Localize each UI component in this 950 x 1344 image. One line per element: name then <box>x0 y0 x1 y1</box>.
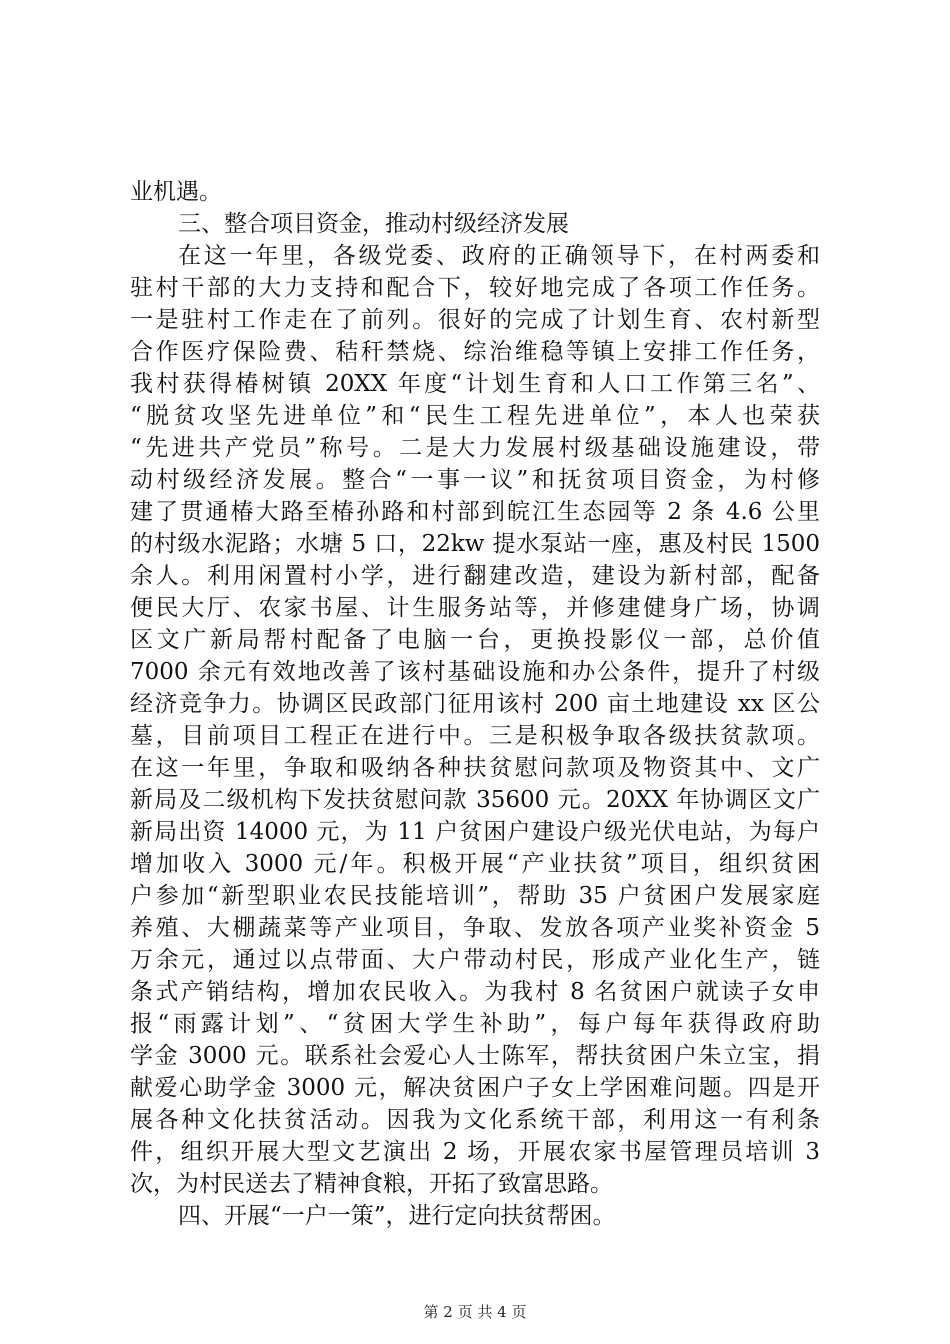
text-line: 动村级经济发展。整合“一事一议”和抚贫项目资金，为村修 <box>130 467 820 493</box>
page-number-footer: 第 2 页 共 4 页 <box>423 1303 527 1321</box>
text-line: 新局及二级机构下发扶贫慰问款 35600 元。20XX 年协调区文广 <box>130 787 820 813</box>
text-line: 墓，目前项目工程正在进行中。三是积极争取各级扶贫款项。 <box>130 723 820 749</box>
text-line: 条式产销结构，增加农民收入。为我村 8 名贫困户就读子女申 <box>130 979 820 1005</box>
text-line: 业机遇。 <box>130 179 222 205</box>
text-line: 建了贯通椿大路至椿孙路和村部到皖江生态园等 2 条 4.6 公里 <box>130 499 820 525</box>
text-line: 在这一年里，争取和吸纳各种扶贫慰问款项及物资其中、文广 <box>130 755 820 781</box>
text-line: 驻村干部的大力支持和配合下，较好地完成了各项工作任务。 <box>130 275 820 301</box>
text-line: 万余元，通过以点带面、大户带动村民，形成产业化生产，链 <box>130 947 820 973</box>
text-line: 增加收入 3000 元/年。积极开展“产业扶贫”项目，组织贫困 <box>130 851 820 877</box>
text-line: 户参加“新型职业农民技能培训”，帮助 35 户贫困户发展家庭 <box>130 883 820 909</box>
text-line: 新局出资 14000 元，为 11 户贫困户建设户级光伏电站，为每户 <box>130 819 820 845</box>
text-line: 献爱心助学金 3000 元，解决贫困户子女上学困难问题。四是开 <box>130 1075 820 1101</box>
text-line: 一是驻村工作走在了前列。很好的完成了计划生育、农村新型 <box>130 307 820 333</box>
text-line: 次，为村民送去了精神食粮，开拓了致富思路。 <box>130 1171 613 1197</box>
text-line: 件，组织开展大型文艺演出 2 场，开展农家书屋管理员培训 3 <box>130 1139 820 1165</box>
text-line: 余人。利用闲置村小学，进行翻建改造，建设为新村部，配备 <box>130 563 820 589</box>
text-line: “先进共产党员”称号。二是大力发展村级基础设施建设，带 <box>130 435 820 461</box>
text-line: 在这一年里，各级党委、政府的正确领导下，在村两委和 <box>178 243 820 269</box>
text-line: 学金 3000 元。联系社会爱心人士陈军，帮扶贫困户朱立宝，捐 <box>130 1043 820 1069</box>
text-line: 合作医疗保险费、秸秆禁烧、综治维稳等镇上安排工作任务， <box>130 339 820 365</box>
text-line: 7000 余元有效地改善了该村基础设施和办公条件，提升了村级 <box>130 659 820 685</box>
text-line: 展各种文化扶贫活动。因我为文化系统干部，利用这一有利条 <box>130 1107 820 1133</box>
text-line: 养殖、大棚蔬菜等产业项目，争取、发放各项产业奖补资金 5 <box>130 915 820 941</box>
text-line: 报“雨露计划”、“贫困大学生补助”，每户每年获得政府助 <box>130 1011 820 1037</box>
text-line: 我村获得椿树镇 20XX 年度“计划生育和人口工作第三名”、 <box>130 371 820 397</box>
text-line: 便民大厅、农家书屋、计生服务站等，并修建健身广场，协调 <box>130 595 820 621</box>
text-line: 区文广新局帮村配备了电脑一台，更换投影仪一部，总价值 <box>130 627 820 653</box>
section-heading: 三、整合项目资金，推动村级经济发展 <box>178 211 569 237</box>
section-heading: 四、开展“一户一策”，进行定向扶贫帮困。 <box>178 1203 616 1229</box>
text-line: 的村级水泥路；水塘 5 口，22kw 提水泵站一座，惠及村民 1500 <box>130 531 820 557</box>
text-line: 经济竞争力。协调区民政部门征用该村 200 亩土地建设 xx 区公 <box>130 691 820 717</box>
text-line: “脱贫攻坚先进单位”和“民生工程先进单位”，本人也荣获 <box>130 403 820 429</box>
